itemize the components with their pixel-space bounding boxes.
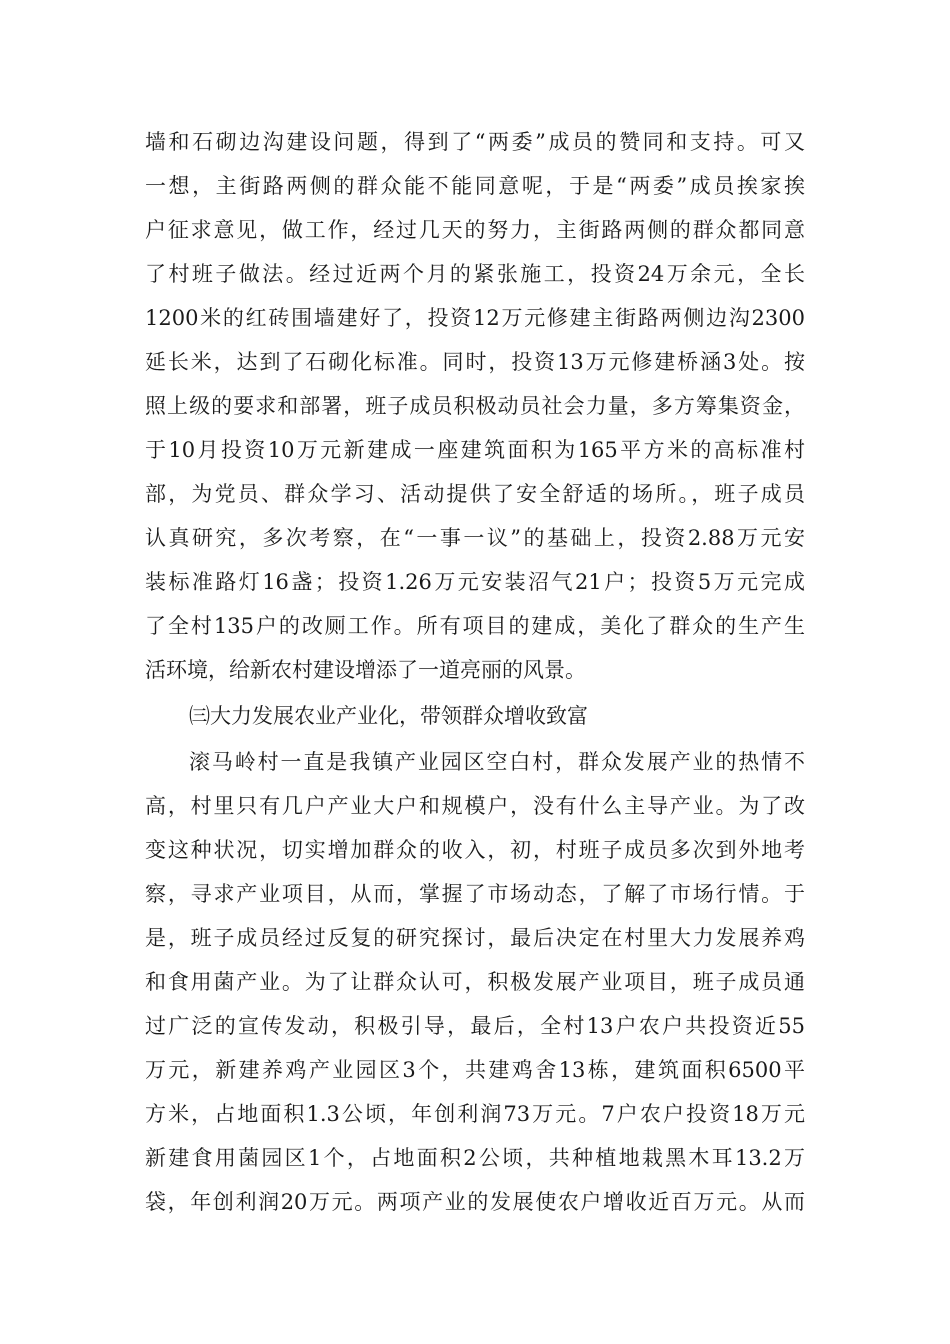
text-line: 察，寻求产业项目，从而，掌握了市场动态，了解了市场行情。于: [145, 882, 805, 906]
text-line: 滚马岭村一直是我镇产业园区空白村，群众发展产业的热情不: [189, 750, 805, 774]
section-heading: ㈢大力发展农业产业化，带领群众增收致富: [189, 704, 588, 728]
text-line: 于10月投资10万元新建成一座建筑面积为165平方米的高标准村: [145, 438, 805, 462]
text-line: 了全村135户的改厕工作。所有项目的建成，美化了群众的生产生: [145, 614, 805, 638]
text-line: 认真研究，多次考察，在“一事一议”的基础上，投资2.88万元安: [145, 526, 805, 550]
text-line: 万元，新建养鸡产业园区3个，共建鸡舍13栋，建筑面积6500平: [145, 1058, 805, 1082]
text-line: 墙和石砌边沟建设问题，得到了“两委”成员的赞同和支持。可又: [145, 130, 805, 154]
text-line: 变这种状况，切实增加群众的收入，初，村班子成员多次到外地考: [145, 838, 805, 862]
text-line: 高，村里只有几户产业大户和规模户，没有什么主导产业。为了改: [145, 794, 805, 818]
text-line: 袋，年创利润20万元。两项产业的发展使农户增收近百万元。从而: [145, 1190, 805, 1214]
text-line: 是，班子成员经过反复的研究探讨，最后决定在村里大力发展养鸡: [145, 926, 805, 950]
text-line: 1200米的红砖围墙建好了，投资12万元修建主街路两侧边沟2300: [145, 306, 805, 330]
text-line: 和食用菌产业。为了让群众认可，积极发展产业项目，班子成员通: [145, 970, 805, 994]
text-line: 了村班子做法。经过近两个月的紧张施工，投资24万余元，全长: [145, 262, 805, 286]
text-line: 方米，占地面积1.3公顷，年创利润73万元。7户农户投资18万元: [145, 1102, 805, 1126]
text-line: 装标准路灯16盏；投资1.26万元安装沼气21户；投资5万元完成: [145, 570, 805, 594]
text-line: 部，为党员、群众学习、活动提供了安全舒适的场所。，班子成员: [145, 482, 805, 506]
text-line: 一想，主街路两侧的群众能不能同意呢，于是“两委”成员挨家挨: [145, 174, 805, 198]
text-line: 活环境，给新农村建设增添了一道亮丽的风景。: [145, 658, 586, 682]
text-line: 延长米，达到了石砌化标准。同时，投资13万元修建桥涵3处。按: [145, 350, 805, 374]
text-line: 照上级的要求和部署，班子成员积极动员社会力量，多方筹集资金，: [145, 394, 805, 418]
text-line: 户征求意见，做工作，经过几天的努力，主街路两侧的群众都同意: [145, 218, 805, 242]
text-line: 过广泛的宣传发动，积极引导，最后，全村13户农户共投资近55: [145, 1014, 805, 1038]
text-line: 新建食用菌园区1个，占地面积2公顷，共种植地栽黑木耳13.2万: [145, 1146, 805, 1170]
